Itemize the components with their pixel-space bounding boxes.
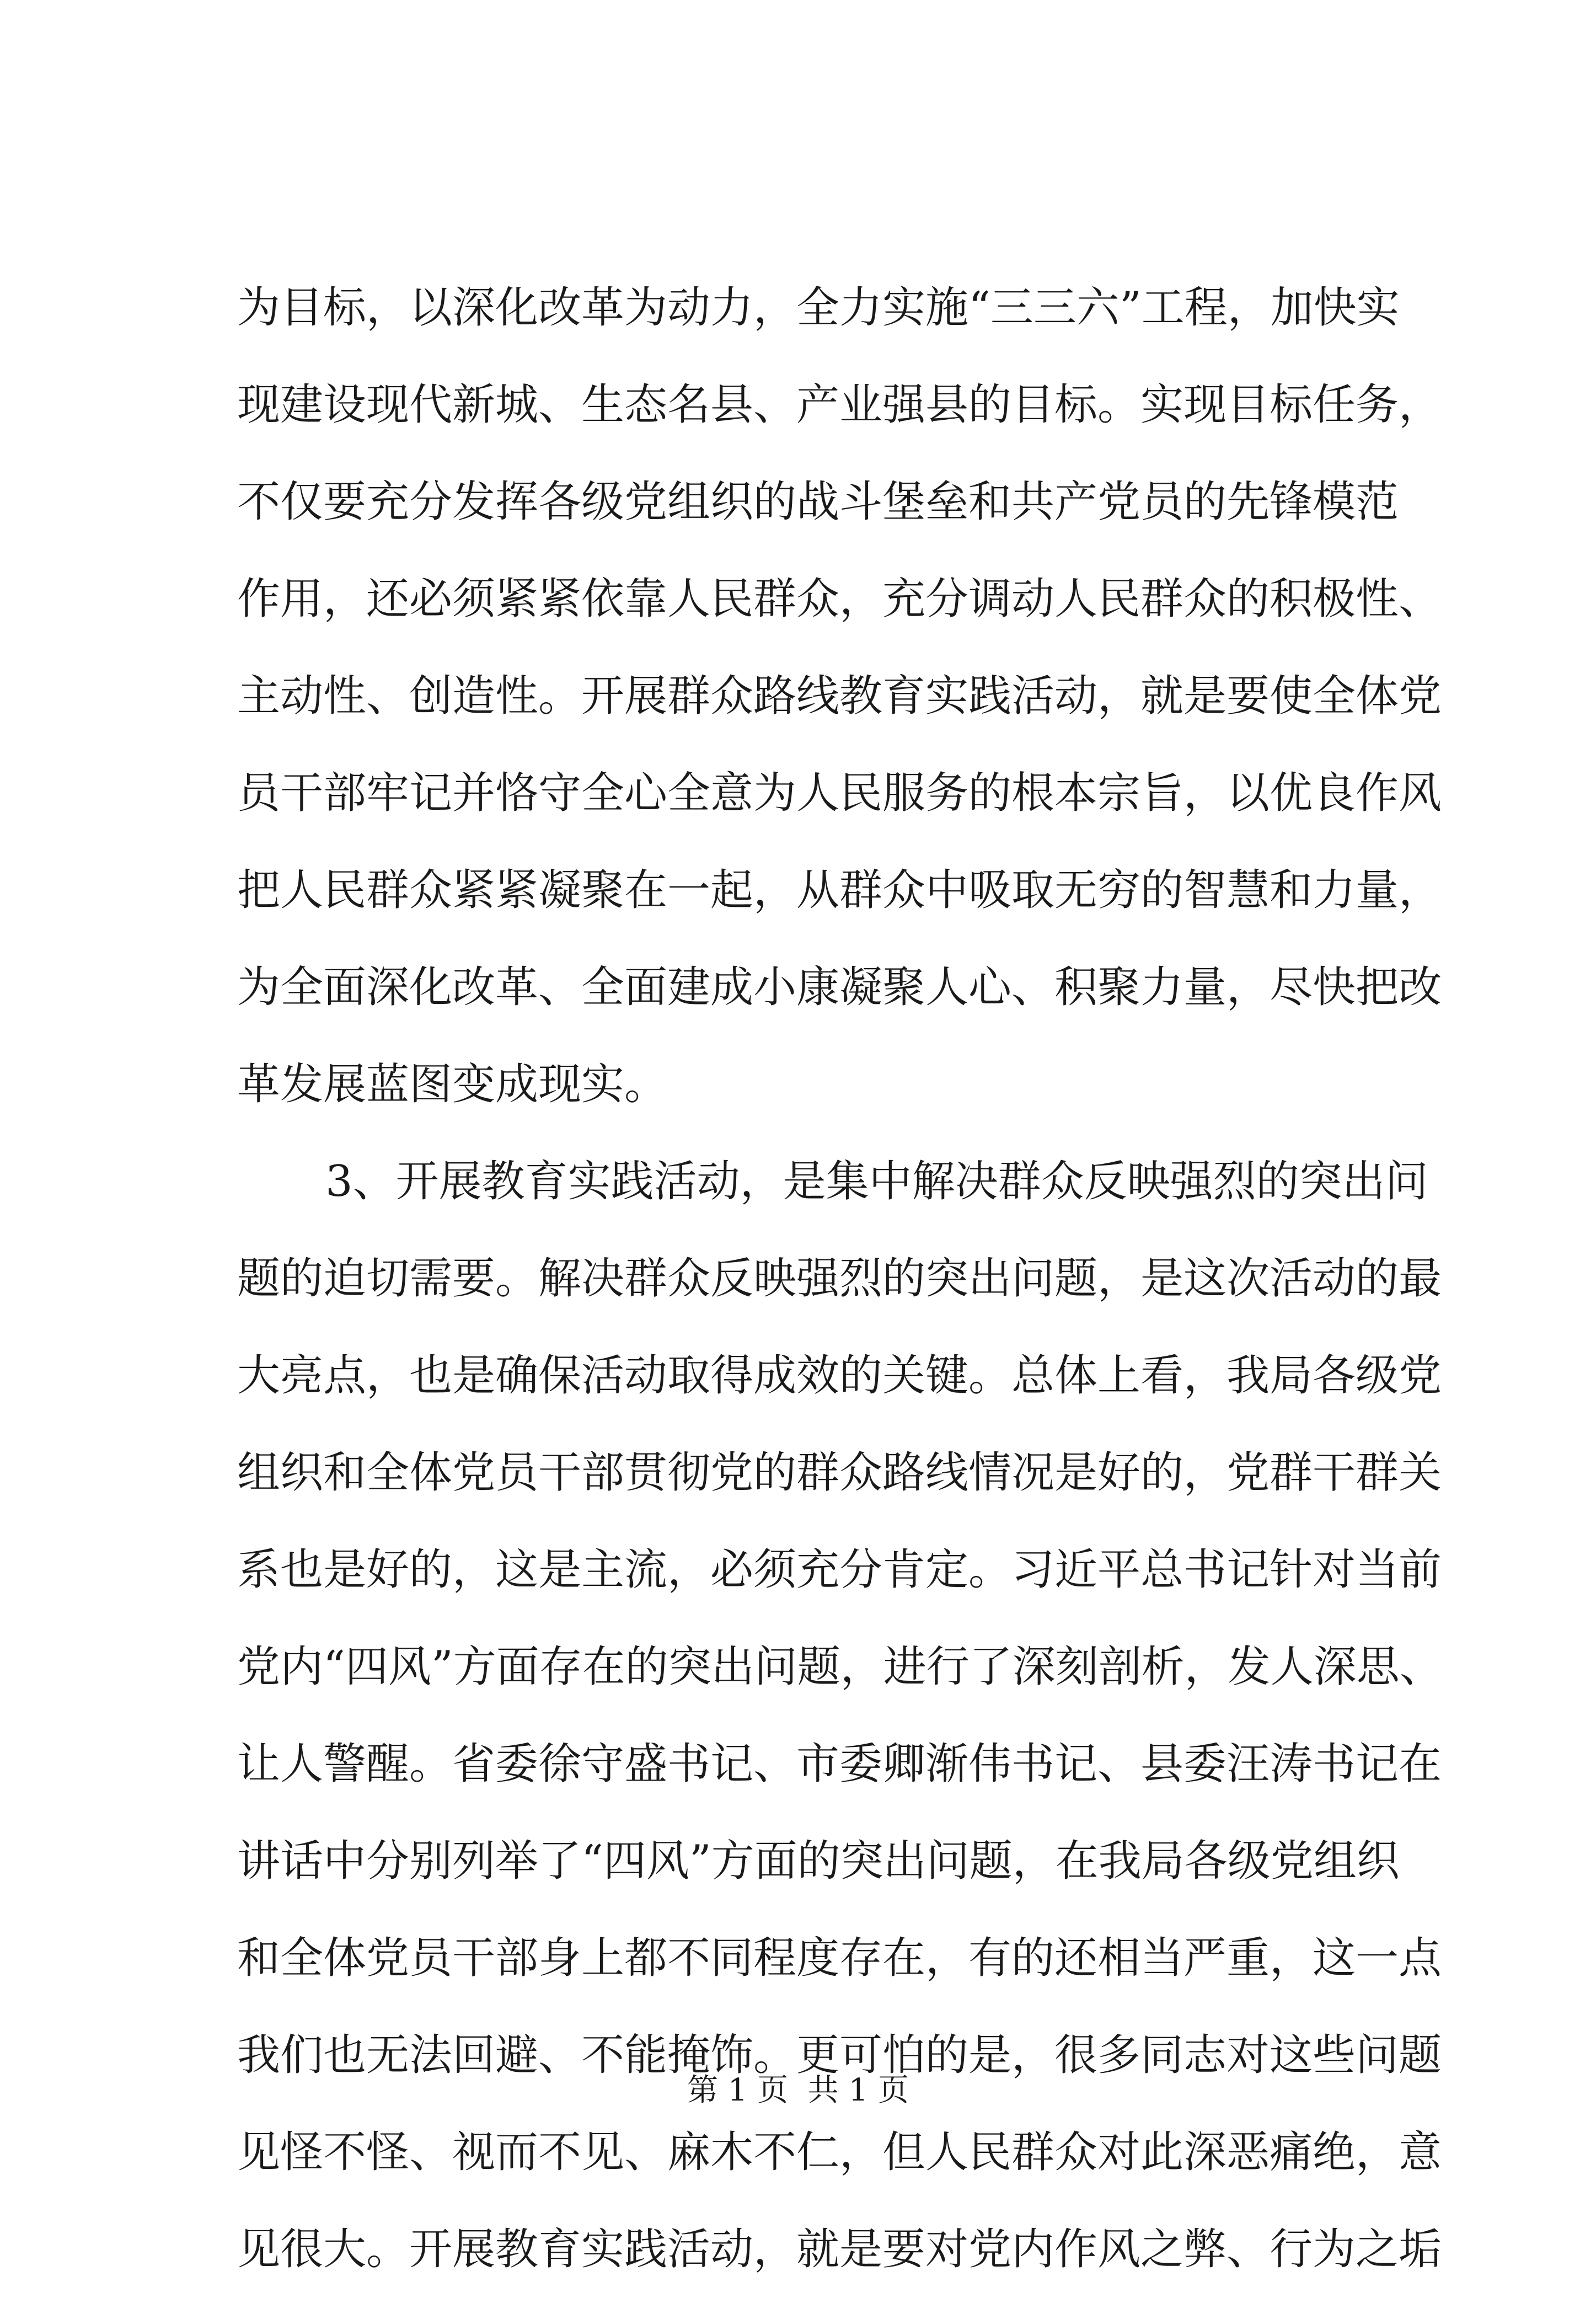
text-line: 把人民群众紧紧凝聚在一起，从群众中吸取无穷的智慧和力量， [237, 865, 1442, 915]
paragraph-2 [237, 1133, 1443, 2298]
text-line: 主动性、创造性。开展群众路线教育实践活动，就是要使全体党 [237, 671, 1442, 721]
text-line: 讲话中分别列举了“四风”方面的突出问题，在我局各级党组织 [237, 1836, 1400, 1886]
text-line: 让人警醒。省委徐守盛书记、市委卿渐伟书记、县委汪涛书记在 [237, 1739, 1442, 1789]
paragraph-1 [237, 259, 1442, 1133]
text-line: 见很大。开展教育实践活动，就是要对党内作风之弊、行为之垢 [237, 2225, 1442, 2274]
text-line: 见怪不怪、视而不见、麻木不仁，但人民群众对此深恶痛绝，意 [237, 2128, 1442, 2177]
page-number-footer: 第 1 页 共 1 页 [687, 2072, 909, 2108]
text-line: 题的迫切需要。解决群众反映强烈的突出问题，是这次活动的最 [237, 1254, 1442, 1303]
text-line: 作用，还必须紧紧依靠人民群众，充分调动人民群众的积极性、 [237, 574, 1442, 624]
text-line: 和全体党员干部身上都不同程度存在，有的还相当严重，这一点 [237, 1933, 1442, 1983]
text-line: 系也是好的，这是主流，必须充分肯定。习近平总书记针对当前 [237, 1545, 1442, 1595]
text-line: 现建设现代新城、生态名县、产业强县的目标。实现目标任务， [237, 380, 1442, 430]
text-line: 我们也无法回避、不能掩饰。更可怕的是，很多同志对这些问题 [237, 2030, 1442, 2080]
document-body [237, 259, 1443, 2298]
text-line: 员干部牢记并恪守全心全意为人民服务的根本宗旨，以优良作风 [237, 768, 1442, 818]
text-line: 不仅要充分发挥各级党组织的战斗堡垒和共产党员的先锋模范 [237, 477, 1399, 527]
text-line: 党内“四风”方面存在的突出问题，进行了深刻剖析，发人深思、 [237, 1642, 1443, 1692]
text-line: 组织和全体党员干部贯彻党的群众路线情况是好的，党群干群关 [237, 1448, 1442, 1498]
text-line: 革发展蓝图变成现实。 [237, 1060, 668, 1109]
text-line: 为全面深化改革、全面建成小康凝聚人心、积聚力量，尽快把改 [237, 963, 1442, 1012]
text-line: 大亮点，也是确保活动取得成效的关键。总体上看，我局各级党 [237, 1351, 1442, 1401]
text-line: 3、开展教育实践活动，是集中解决群众反映强烈的突出问 [325, 1157, 1428, 1206]
text-line: 为目标，以深化改革为动力，全力实施“三三六”工程，加快实 [237, 283, 1400, 333]
